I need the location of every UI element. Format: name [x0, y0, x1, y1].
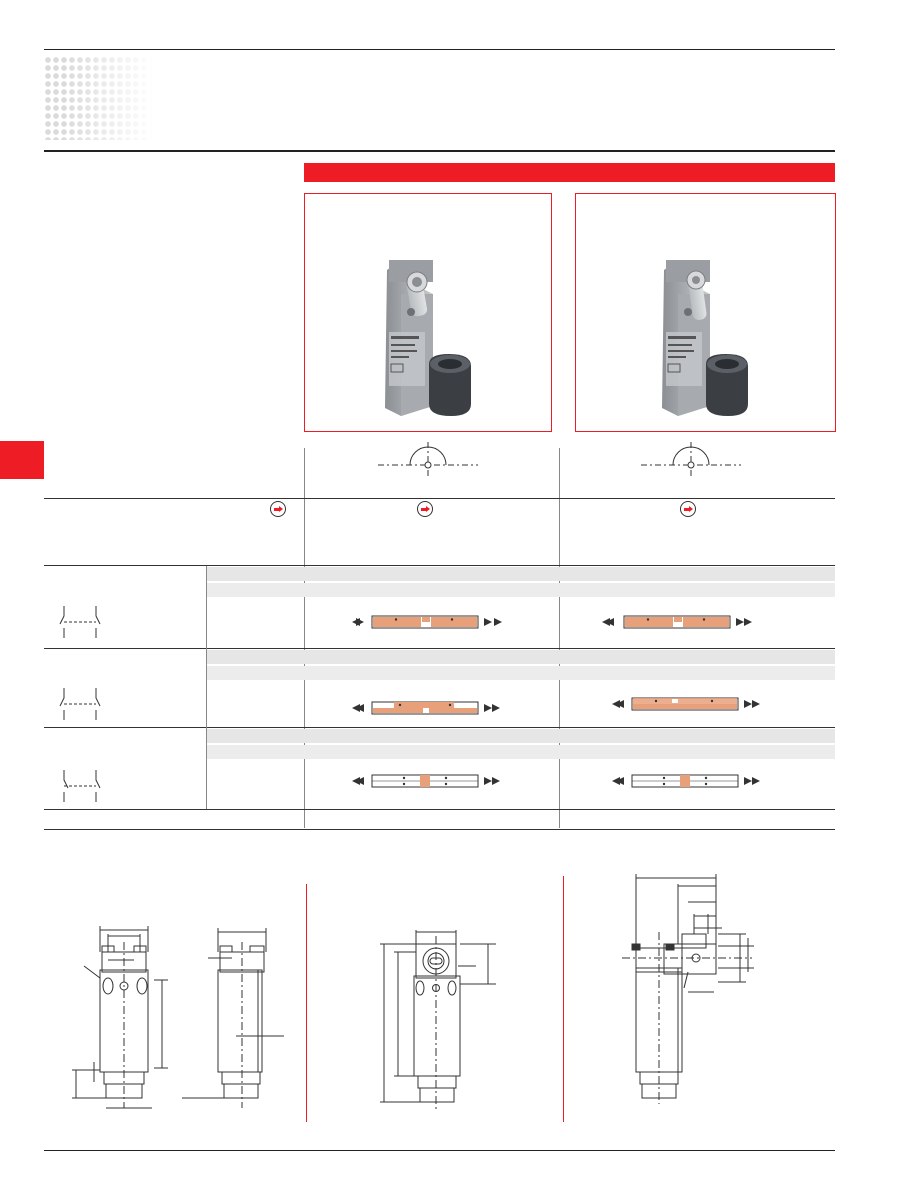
top-rule [44, 49, 835, 50]
contact-symbol-icon [56, 768, 106, 804]
travel-diagram [602, 615, 752, 629]
rotation-symbol-icon [378, 440, 478, 480]
section-index-tab [0, 441, 44, 479]
table-divider-col1 [304, 448, 305, 828]
table-row-stripe [206, 583, 835, 597]
drawing-divider [563, 876, 564, 1122]
brand-dot-pattern [44, 56, 154, 140]
limit-switch-photo-1 [305, 194, 551, 431]
table-row-stripe [206, 650, 835, 664]
travel-diagram [612, 774, 762, 788]
dimension-drawing-actuator-side [622, 872, 762, 1108]
footer-rule [44, 1150, 835, 1151]
drawing-divider [306, 884, 307, 1122]
product-photo-1 [304, 193, 552, 432]
table-divider-col2 [559, 448, 560, 828]
section-title-bar [304, 163, 835, 182]
travel-diagram [612, 697, 762, 711]
rotation-symbol-icon [641, 440, 741, 480]
table-row-stripe [206, 745, 835, 759]
table-bottom-rule [44, 829, 835, 830]
direction-arrow-icon [417, 501, 433, 517]
product-photo-2 [575, 193, 836, 432]
dimension-drawing-side [180, 922, 290, 1112]
row-rule [44, 727, 835, 728]
row-rule [44, 565, 835, 566]
contact-symbol-icon [56, 686, 106, 722]
direction-arrow-icon [680, 501, 696, 517]
header-rule [44, 150, 835, 152]
limit-switch-photo-2 [576, 194, 835, 431]
row-rule [44, 648, 835, 649]
table-divider-label [206, 566, 207, 809]
travel-diagram [352, 615, 502, 629]
travel-diagram [352, 774, 502, 788]
direction-arrow-icon [270, 501, 286, 517]
table-row-stripe [206, 567, 835, 581]
table-row-stripe [206, 666, 835, 680]
table-row-stripe [206, 729, 835, 743]
row-rule [44, 809, 835, 810]
travel-diagram [352, 701, 502, 715]
contact-symbol-icon [56, 604, 106, 640]
dimension-drawing-actuator-front [372, 926, 512, 1116]
row-rule [44, 498, 835, 499]
